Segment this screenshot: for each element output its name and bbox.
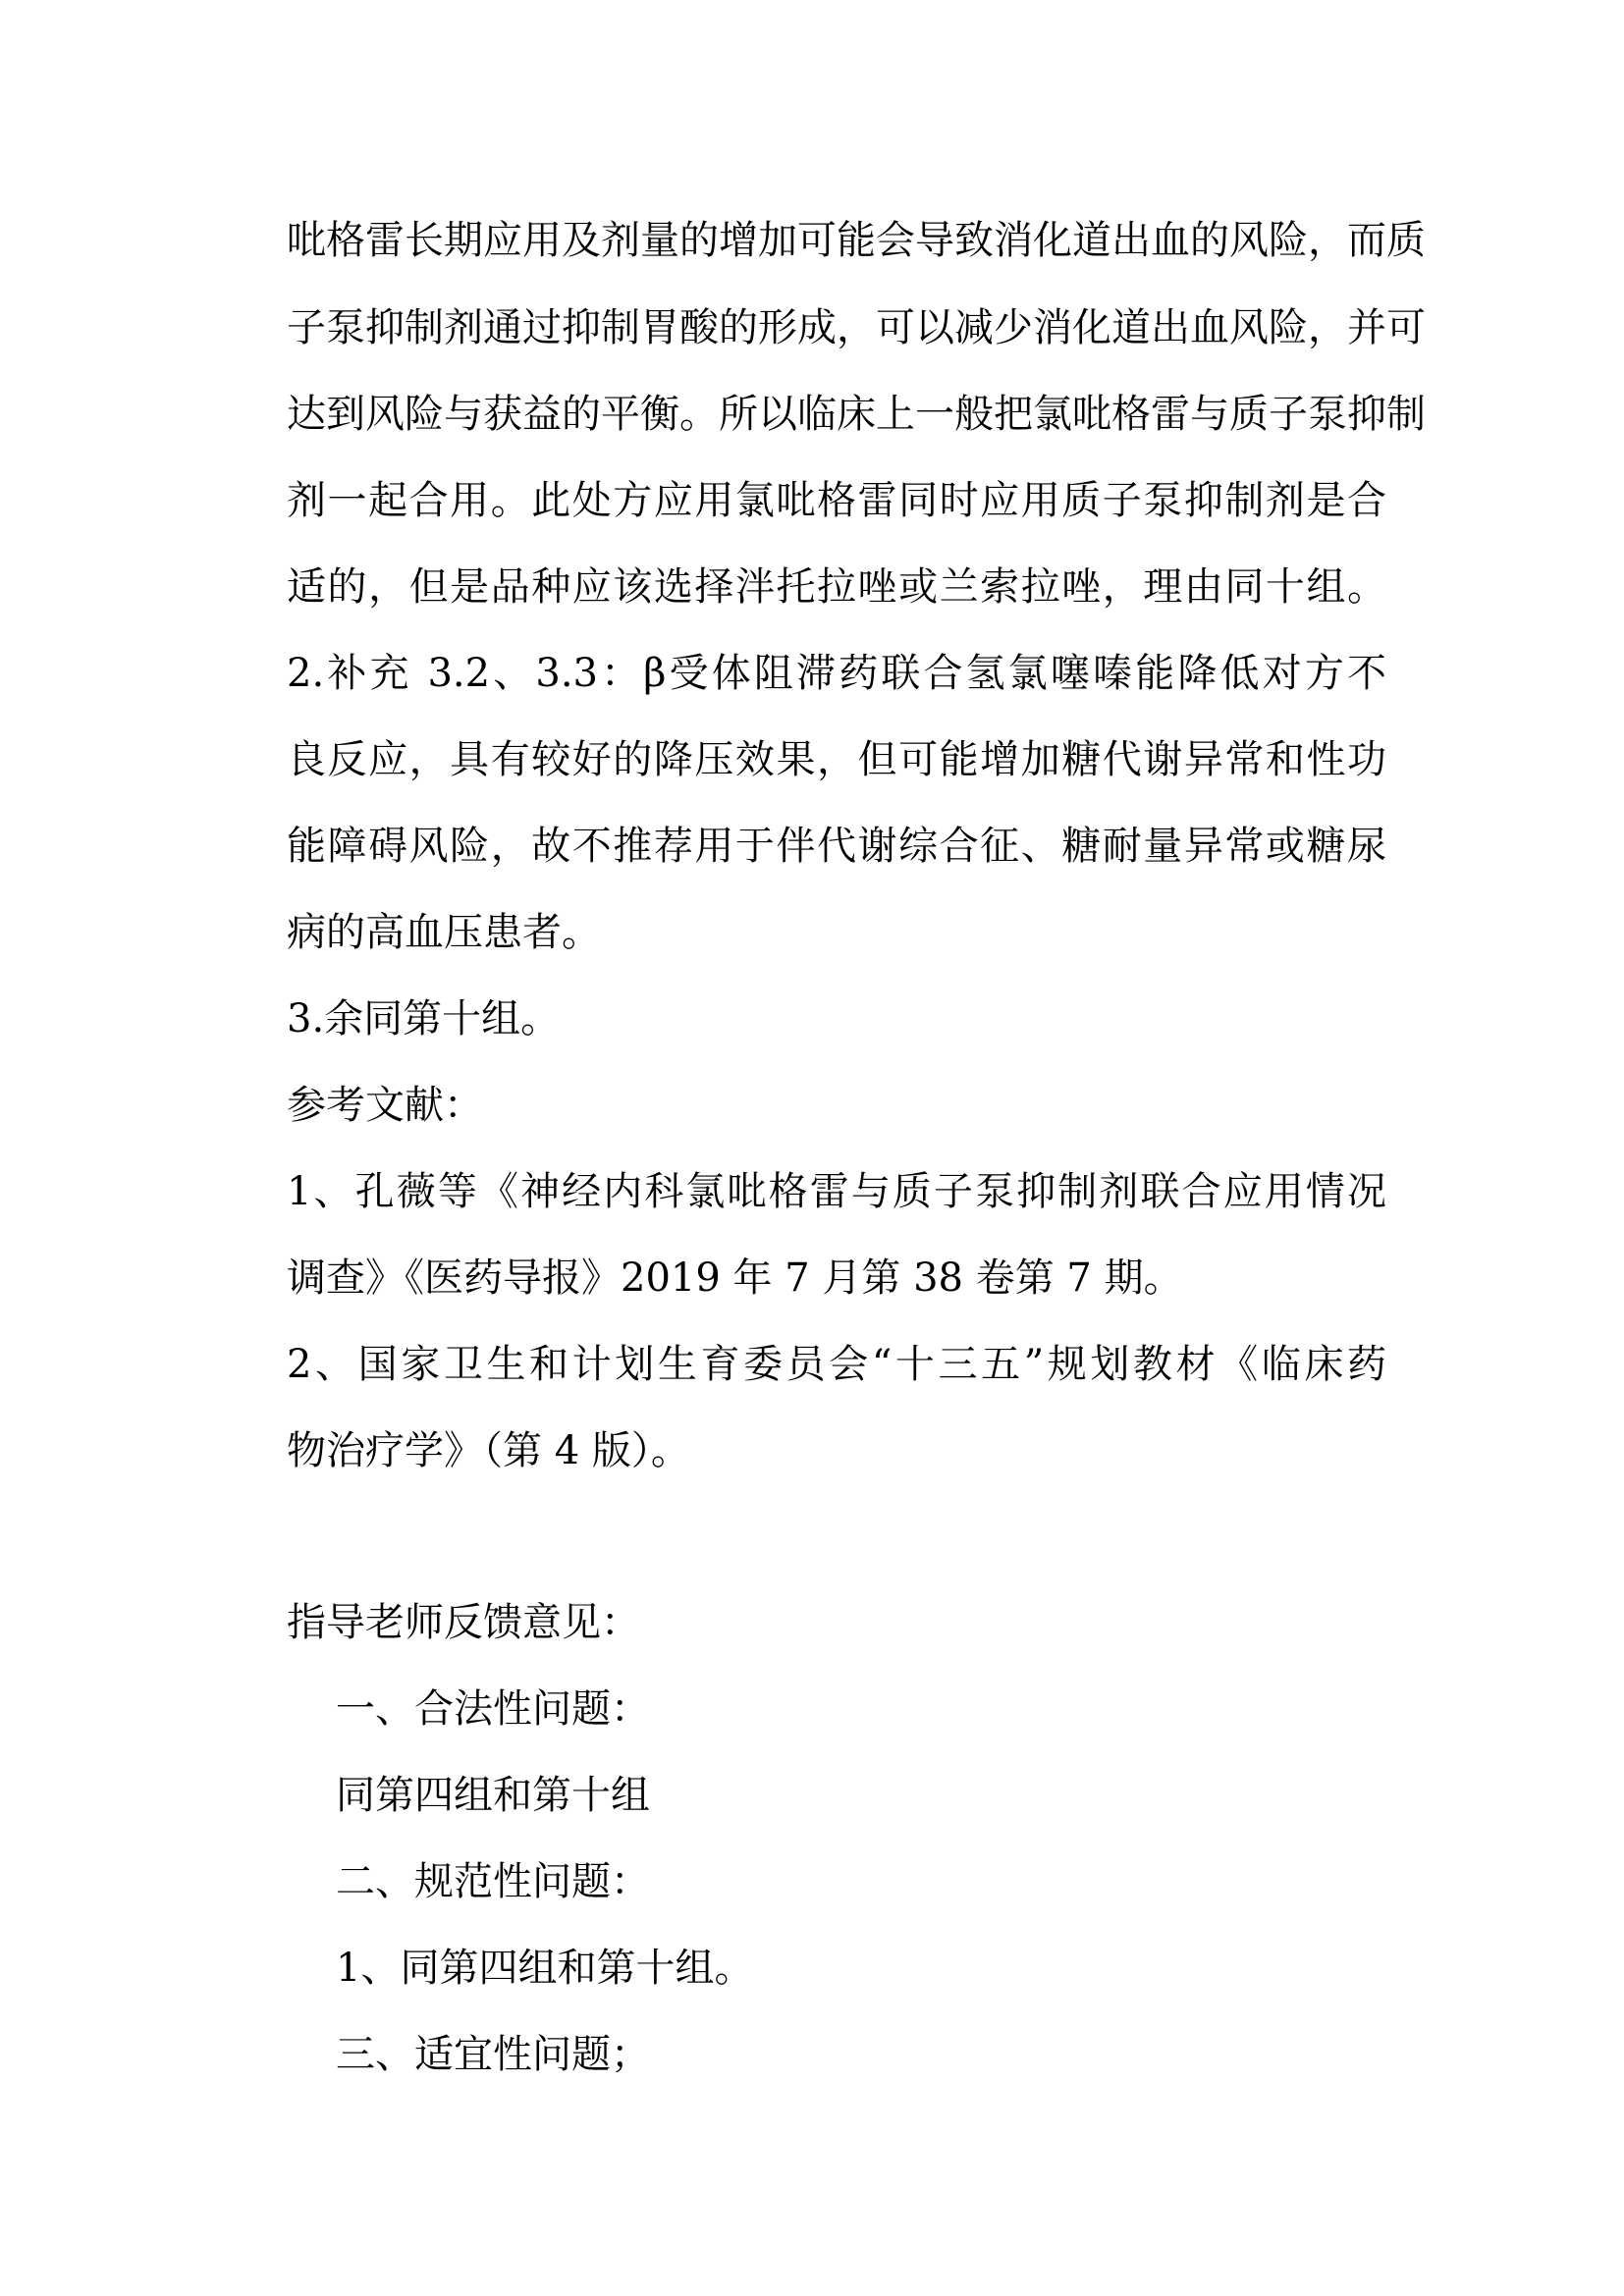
feedback-heading: 指导老师反馈意见：	[287, 1600, 640, 1645]
reference-line: 1、孔薇等《神经内科氯吡格雷与质子泵抑制剂联合应用情况	[287, 1169, 1386, 1214]
feedback-item: 1、同第四组和第十组。	[336, 1946, 754, 1991]
reference-line: 物治疗学》（第 4 版）。	[287, 1428, 690, 1473]
feedback-item: 三、适宜性问题；	[336, 2032, 650, 2077]
reference-line: 2、国家卫生和计划生育委员会“十三五”规划教材《临床药	[287, 1342, 1386, 1387]
paragraph-line: 2.补充 3.2、3.3：β受体阻滞药联合氢氯噻嗪能降低对方不	[287, 651, 1386, 696]
paragraph-line: 3.余同第十组。	[287, 996, 561, 1041]
feedback-item: 同第四组和第十组	[336, 1773, 650, 1818]
feedback-item: 一、合法性问题：	[336, 1686, 650, 1732]
paragraph-line: 剂一起合用。此处方应用氯吡格雷同时应用质子泵抑制剂是合	[287, 478, 1386, 523]
paragraph-line: 子泵抑制剂通过抑制胃酸的形成，可以减少消化道出血风险，并可	[287, 305, 1426, 350]
paragraph-line: 达到风险与获益的平衡。所以临床上一般把氯吡格雷与质子泵抑制	[287, 392, 1426, 437]
paragraph-line: 良反应，具有较好的降压效果，但可能增加糖代谢异常和性功	[287, 737, 1386, 782]
references-heading: 参考文献：	[287, 1083, 483, 1128]
paragraph-line: 吡格雷长期应用及剂量的增加可能会导致消化道出血的风险，而质	[287, 218, 1426, 263]
paragraph-line: 适的，但是品种应该选择泮托拉唑或兰索拉唑，理由同十组。	[287, 564, 1386, 610]
paragraph-line: 病的高血压患者。	[287, 910, 601, 955]
feedback-item: 二、规范性问题：	[336, 1859, 650, 1904]
reference-line: 调查》《医药导报》2019 年 7 月第 38 卷第 7 期。	[287, 1255, 1183, 1301]
paragraph-line: 能障碍风险，故不推荐用于伴代谢综合征、糖耐量异常或糖尿	[287, 824, 1386, 869]
